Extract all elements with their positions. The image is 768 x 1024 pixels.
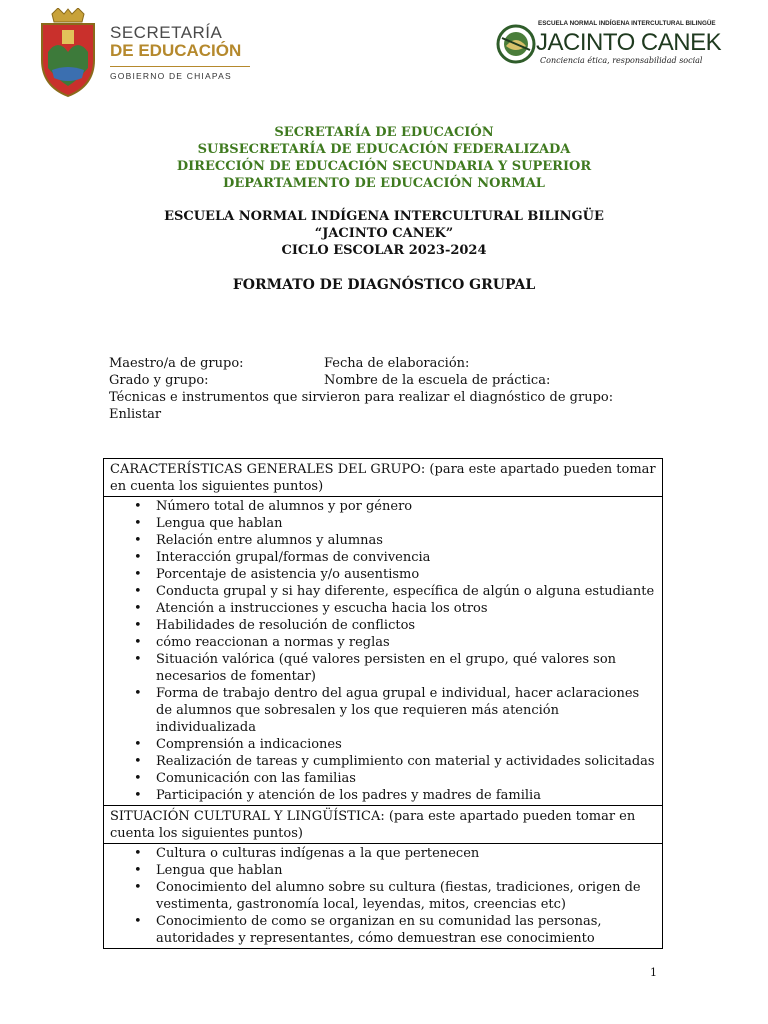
bullet-icon: • (134, 533, 142, 548)
school-emblem-icon (496, 24, 536, 64)
page-number: 1 (650, 966, 657, 979)
techniques-label: Técnicas e instrumentos que sirvieron para realizar el diagnóstico de grupo: (109, 390, 614, 405)
bullet-icon: • (134, 584, 142, 599)
logo-tagline: Conciencia ética, responsabilidad social (540, 56, 703, 65)
list-item: • Participación y atención de los padres y madres de familia (134, 788, 541, 803)
logo-school-name: JACINTO CANEK (536, 29, 722, 56)
section1-list (110, 498, 656, 804)
school-heading (0, 208, 768, 259)
bullet-icon: • (134, 601, 142, 616)
logo-gobierno-text: GOBIERNO DE CHIAPAS (110, 66, 250, 81)
form-fields (109, 355, 669, 423)
bullet-icon: • (134, 686, 142, 701)
bullet-icon: • (134, 914, 142, 929)
bullet-icon: • (134, 754, 142, 769)
bullet-icon: • (134, 652, 142, 667)
list-item: • Porcentaje de asistencia y/o ausentismo (134, 567, 420, 582)
school-line: CICLO ESCOLAR 2023-2024 (281, 243, 487, 258)
logo-educacion-text: DE EDUCACIÓN (110, 41, 242, 60)
logo-secretaria-text: SECRETARÍA (110, 23, 223, 42)
list-label: Enlistar (109, 407, 162, 422)
bullet-icon: • (134, 863, 142, 878)
bullet-icon: • (134, 880, 142, 895)
section2-list (110, 845, 656, 947)
jacinto-canek-logo (496, 20, 722, 72)
section2-list-cell (104, 844, 662, 948)
bullet-icon: • (134, 499, 142, 514)
list-item: • Habilidades de resolución de conflictos (134, 618, 416, 633)
list-item: • Conocimiento de como se organizan en su comunidad las personas, autoridades y representantes, cómo demuestran ese conocimiento (134, 914, 602, 946)
document-title: FORMATO DE DIAGNÓSTICO GRUPAL (232, 277, 536, 293)
bullet-icon: • (134, 516, 142, 531)
list-item: • Forma de trabajo dentro del agua grupal e individual, hacer aclaraciones de alumnos que sobresalen y los que requieren más atención individualizada (134, 686, 640, 735)
list-item: • Conocimiento del alumno sobre su cultura (fiestas, tradiciones, origen de vestimenta, gastronomía local, leyendas, mitos, creencias etc) (134, 880, 641, 912)
institution-line: DEPARTAMENTO DE EDUCACIÓN NORMAL (223, 176, 545, 191)
list-item: • Interacción grupal/formas de convivencia (134, 550, 431, 565)
school-line: “JACINTO CANEK” (314, 226, 454, 241)
list-item: • Realización de tareas y cumplimiento con material y actividades solicitadas (134, 754, 655, 769)
teacher-label: Maestro/a de grupo: (109, 356, 244, 371)
logo-school-fullname: ESCUELA NORMAL INDÍGENA INTERCULTURAL BILINGÜE (538, 20, 716, 27)
list-item: • Conducta grupal y si hay diferente, específica de algún o alguna estudiante (134, 584, 655, 599)
list-item: • Número total de alumnos y por género (134, 499, 413, 514)
list-item: • Lengua que hablan (134, 516, 283, 531)
list-item: • Atención a instrucciones y escucha hacia los otros (134, 601, 488, 616)
bullet-icon: • (134, 635, 142, 650)
institution-heading (0, 124, 768, 192)
date-label: Fecha de elaboración: (324, 356, 470, 371)
bullet-icon: • (134, 846, 142, 861)
list-item: • cómo reaccionan a normas y reglas (134, 635, 390, 650)
list-item: • Comprensión a indicaciones (134, 737, 342, 752)
bullet-icon: • (134, 618, 142, 633)
grade-label: Grado y grupo: (109, 373, 209, 388)
section1-header: CARACTERÍSTICAS GENERALES DEL GRUPO: (para este apartado pueden tomar en cuenta los siguientes puntos) (104, 459, 662, 497)
institution-line: SECRETARÍA DE EDUCACIÓN (274, 125, 494, 140)
bullet-icon: • (134, 737, 142, 752)
list-item: • Lengua que hablan (134, 863, 283, 878)
school-line: ESCUELA NORMAL INDÍGENA INTERCULTURAL BILINGÜE (164, 209, 604, 224)
school-name-label: Nombre de la escuela de práctica: (324, 373, 551, 388)
section1-list-cell (104, 497, 662, 806)
bullet-icon: • (134, 567, 142, 582)
secretaria-logo (38, 8, 248, 98)
bullet-icon: • (134, 771, 142, 786)
bullet-icon: • (134, 550, 142, 565)
institution-line: DIRECCIÓN DE EDUCACIÓN SECUNDARIA Y SUPERIOR (176, 159, 592, 174)
list-item: • Situación valórica (qué valores persisten en el grupo, qué valores son necesarios de fomentar) (134, 652, 617, 684)
list-item: • Cultura o culturas indígenas a la que pertenecen (134, 846, 480, 861)
list-item: • Relación entre alumnos y alumnas (134, 533, 383, 548)
section2-header: SITUACIÓN CULTURAL Y LINGÜÍSTICA: (para este apartado pueden tomar en cuenta los siguientes puntos) (104, 806, 662, 844)
diagnostic-table (103, 458, 663, 949)
chiapas-shield-icon (38, 8, 98, 98)
institution-line: SUBSECRETARÍA DE EDUCACIÓN FEDERALIZADA (197, 142, 571, 157)
list-item: • Comunicación con las familias (134, 771, 356, 786)
bullet-icon: • (134, 788, 142, 803)
